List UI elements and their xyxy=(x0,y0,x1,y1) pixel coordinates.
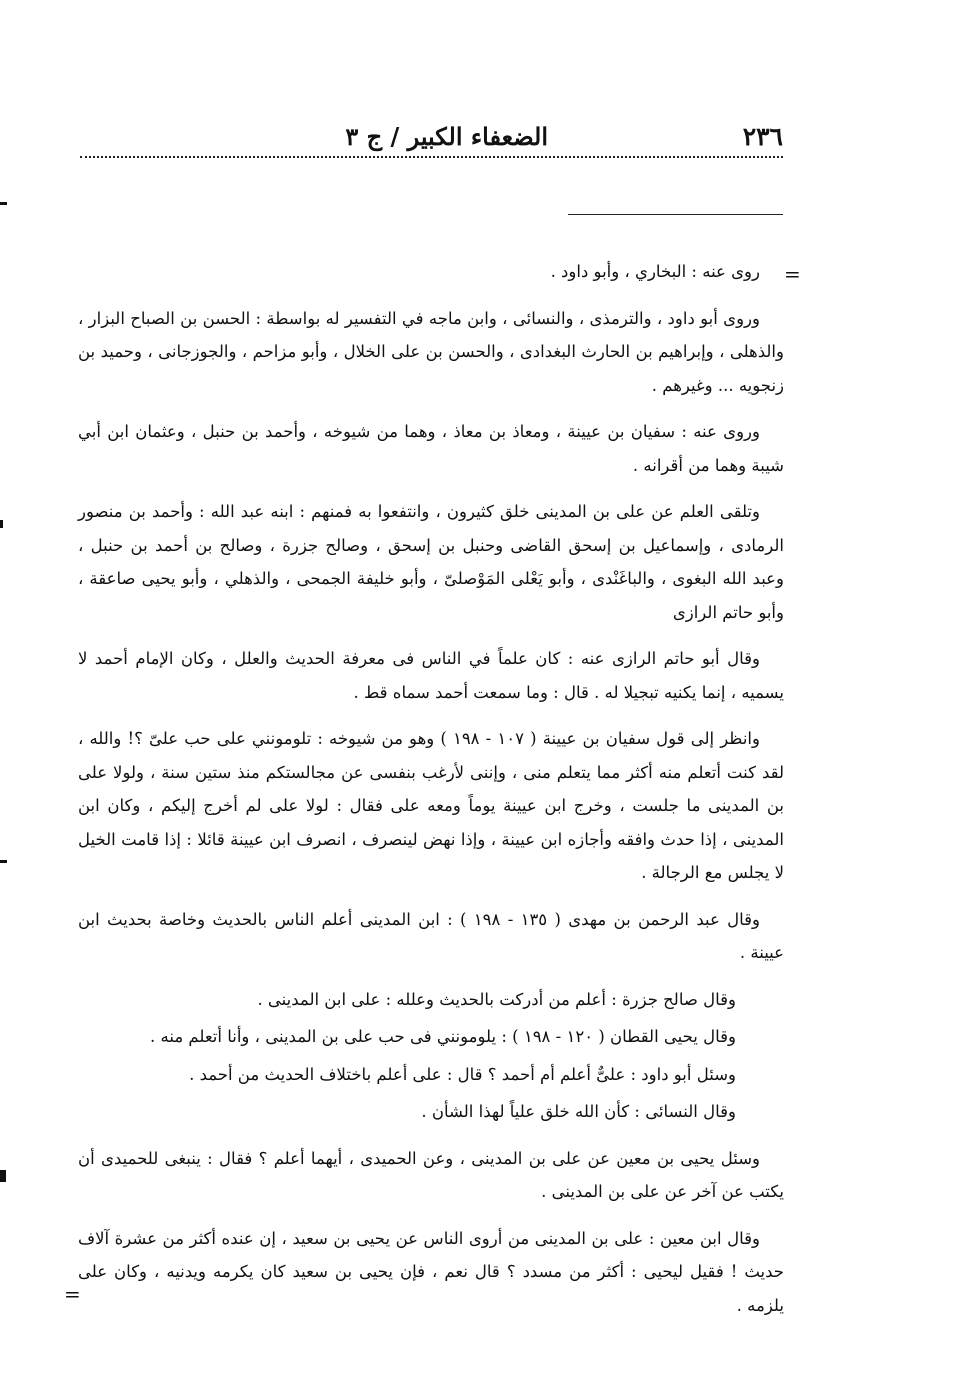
edge-tick xyxy=(0,860,7,863)
paragraph-students: وتلقى العلم عن على بن المدينى خلق كثيرون ، وانتفعوا به فمنهم : ابنه عبد الله : وأحمد بن منصور الرمادى ، وإسماعيل بن إسحق القاضى وحنبل بن إسحق ، وصالح جزرة ، وصالح بن أحمد بن حنبل ، وعبد الله البغوى ، والباغَنْدى ، وأبو يَعْلى المَوْصلىّ ، وأبو خليفة الجمحى ، والذهلي ، وأبو يحيى صاعقة ، وأبو حاتم الرازى xyxy=(78,502,784,622)
line-nasai: وقال النسائى : كأن الله خلق علياً لهذا الشأن . xyxy=(421,1102,736,1121)
edge-tick xyxy=(0,202,7,205)
page-number: ٢٣٦ xyxy=(742,122,783,151)
line-abu-dawud-question: وسئل أبو داود : علىٌّ أعلم أم أحمد ؟ قال : على أعلم باختلاف الحديث من أحمد . xyxy=(189,1064,736,1084)
continuation-mark: = xyxy=(784,262,801,286)
footnote-separator-rule xyxy=(568,214,783,215)
paragraph-abu-hatim: وقال أبو حاتم الرازى عنه : كان علماً في الناس فى معرفة الحديث والعلل ، وكان الإمام أحمد لا يسميه ، إنما يكنيه تبجيلا له . قال : وما سمعت أحمد سماه قط . xyxy=(78,649,784,702)
line-yahya-qattan: وقال يحيى القطان ( ١٢٠ - ١٩٨ ) : يلومونني فى حب على بن المدينى ، وأنا أتعلم منه . xyxy=(150,1027,736,1046)
paragraph-abu-dawud: وروى أبو داود ، والترمذى ، والنسائى ، وابن ماجه في التفسير له بواسطة : الحسن بن الصباح البزار ، والذهلى ، وإبراهيم بن الحارث البغدادى ، والحسن بن على الخلال ، وأبو مزاحم ، والجوزجانى ، وحميد بن زنجويه ... وغيرهم . xyxy=(78,308,784,395)
running-title: الضعفاء الكبير / ج ٣ xyxy=(345,122,548,151)
header-dotted-rule xyxy=(80,156,783,158)
edge-tick xyxy=(0,1170,6,1182)
paragraph-ibn-uyayna: وانظر إلى قول سفيان بن عيينة ( ١٠٧ - ١٩٨ ) وهو من شيوخه : تلومونني على حب علىّ ؟! والله ، لقد كنت أتعلم منه أكثر مما يتعلم منى ، وإننى لأرغب بنفسى عن مجالستكم منذ ستين سنة ، ولولا على بن المدينى ما جلست ، وخرج ابن عيينة يوماً ومعه على فقال : لولا على لم أخرج إليكم ، وكان ابن المدينى ، إذا حدث وافقه وأجازه ابن عيينة ، وإذا نهض لينصرف ، انصرف ابن عيينة قائلا : إذا قامت الخيل لا يجلس مع الرجالة . xyxy=(78,729,784,882)
edge-tick xyxy=(0,520,3,528)
paragraph-ibn-mahdi: وقال عبد الرحمن بن مهدى ( ١٣٥ - ١٩٨ ) : ابن المدينى أعلم الناس بالحديث وخاصة بحديث ابن عيينة . xyxy=(78,909,784,962)
paragraph-sufyan: وروى عنه : سفيان بن عيينة ، ومعاذ بن معاذ ، وهما من شيوخه ، وأحمد بن حنبل ، وعثمان ابن أبي شيبة وهما من أقرانه . xyxy=(78,422,784,475)
page-header xyxy=(80,118,783,158)
body-text xyxy=(78,255,784,1335)
paragraph-ibn-main-quote: وقال ابن معين : على بن المدينى من أروى الناس عن يحيى بن سعيد ، إن عنده أكثر من عشرة آلاف حديث ! فقيل ليحيى : أكثر من مسدد ؟ قال نعم ، فإن يحيى بن سعيد كان يكرمه ويدنيه ، وكان على يلزمه . xyxy=(78,1228,784,1315)
paragraph-yahya-ibn-main: وسئل يحيى بن معين عن على بن المدينى ، وعن الحميدى ، أيهما أعلم ؟ فقال : ينبغى للحميدى أن يكتب عن آخر عن على بن المدينى . xyxy=(78,1148,784,1201)
bottom-continuation-mark: = xyxy=(64,1282,81,1306)
paragraph-narrators: روى عنه : البخاري ، وأبو داود . xyxy=(550,262,760,281)
line-salih-jazara: وقال صالح جزرة : أعلم من أدركت بالحديث وعلله : على ابن المدينى . xyxy=(257,989,736,1009)
